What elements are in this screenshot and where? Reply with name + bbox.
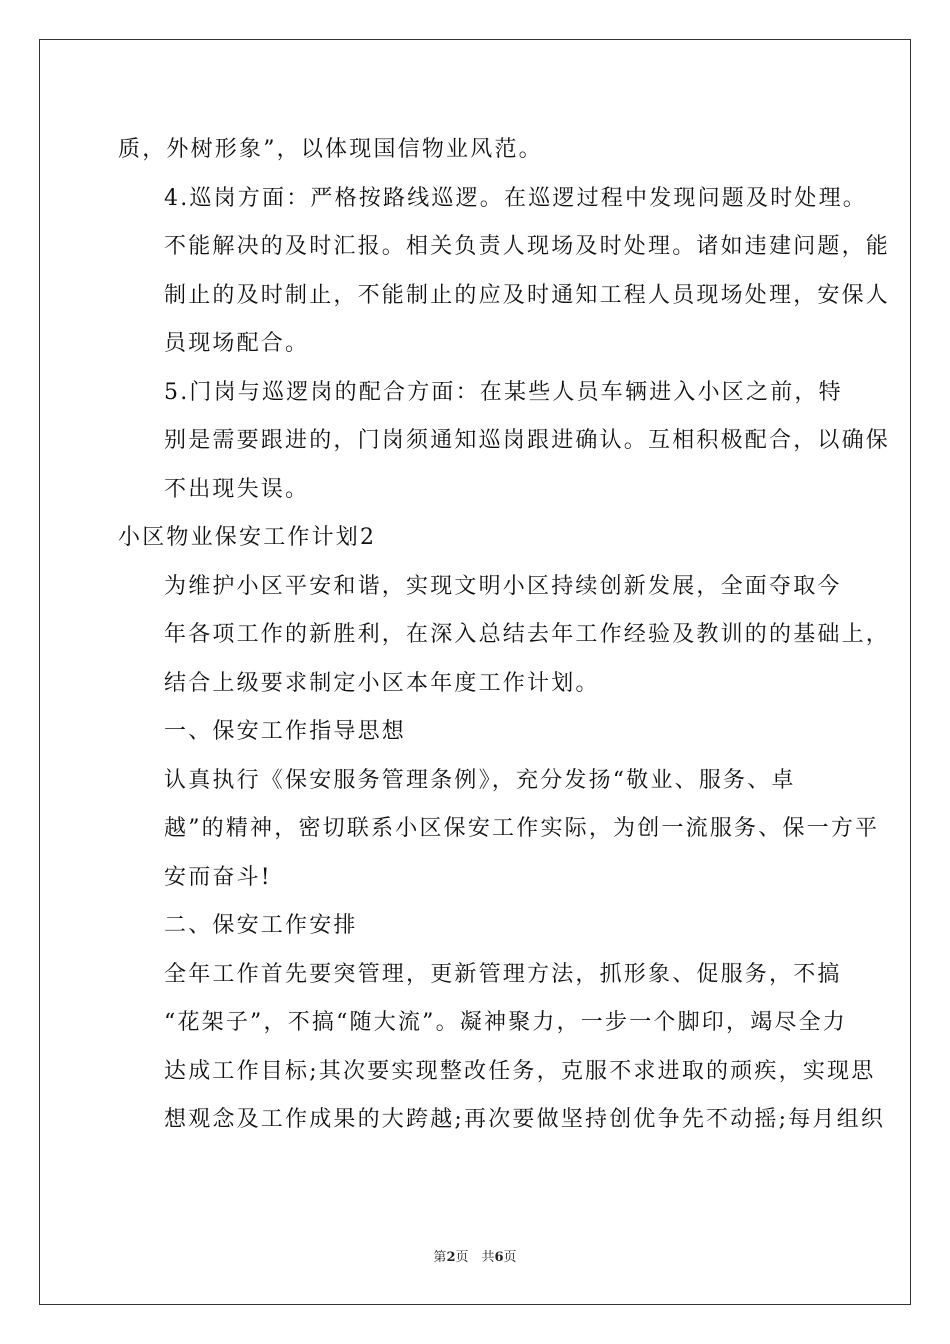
text-line: 全年工作首先要突管理，更新管理方法，抓形象、促服务，不搞 [164, 961, 842, 987]
text-line: 年各项工作的新胜利，在深入总结去年工作经验及教训的的基础上， [164, 622, 891, 647]
text-line: 想观念及工作成果的大跨越;再次要做坚持创优争先不动摇;每月组织 [164, 1107, 886, 1132]
text-line: 小区物业保安工作计划2 [118, 525, 377, 550]
footer-middle: 页 共 [455, 1250, 495, 1265]
text-line: 认真执行《保安服务管理条例》，充分发扬“敬业、服务、卓 [164, 767, 796, 793]
page-footer [0, 1246, 950, 1265]
current-page-number: 2 [446, 1250, 456, 1265]
paragraph [118, 708, 838, 757]
text-line: 为维护小区平安和谐，实现文明小区持续创新发展，全面夺取今 [164, 573, 842, 599]
text-line: 二、保安工作安排 [164, 913, 358, 938]
text-line: 结合上级要求制定小区本年度工作计划。 [164, 670, 600, 696]
text-line: 员现场配合。 [164, 331, 310, 356]
paragraph [118, 563, 891, 709]
paragraph [118, 126, 838, 175]
text-line: 不能解决的及时汇报。相关负责人现场及时处理。诸如违建问题，能 [164, 234, 891, 259]
document-body [118, 126, 891, 1145]
footer-suffix: 页 [503, 1250, 517, 1265]
footer-prefix: 第 [433, 1250, 447, 1265]
text-line: 达成工作目标;其次要实现整改任务，克服不求进取的顽疾，实现思 [164, 1058, 876, 1084]
total-page-number: 6 [494, 1250, 504, 1265]
text-line: 5.门岗与巡逻岗的配合方面：在某些人员车辆进入小区之前，特 [164, 379, 843, 405]
text-line: 不出现失误。 [164, 476, 310, 502]
text-line: 4.巡岗方面：严格按路线巡逻。在巡逻过程中发现问题及时处理。 [164, 185, 867, 211]
paragraph [118, 369, 891, 515]
paragraph [118, 175, 891, 369]
text-line: 越”的精神，密切联系小区保安工作实际，为创一流服务、保一方平 [164, 816, 880, 841]
paragraph [118, 951, 886, 1145]
text-line: 制止的及时制止，不能制止的应及时通知工程人员现场处理，安保人 [164, 282, 891, 308]
text-line: 质，外树形象”，以体现国信物业风范。 [118, 137, 543, 162]
text-line: “花架子”，不搞“随大流”。凝神聚力，一步一个脚印，竭尽全力 [164, 1010, 847, 1035]
paragraph [118, 514, 838, 563]
text-line: 别是需要跟进的，门岗须通知巡岗跟进确认。互相积极配合，以确保 [164, 428, 891, 453]
paragraph [118, 757, 880, 903]
paragraph [118, 902, 838, 951]
text-line: 安而奋斗! [164, 864, 272, 890]
text-line: 一、保安工作指导思想 [164, 719, 407, 744]
